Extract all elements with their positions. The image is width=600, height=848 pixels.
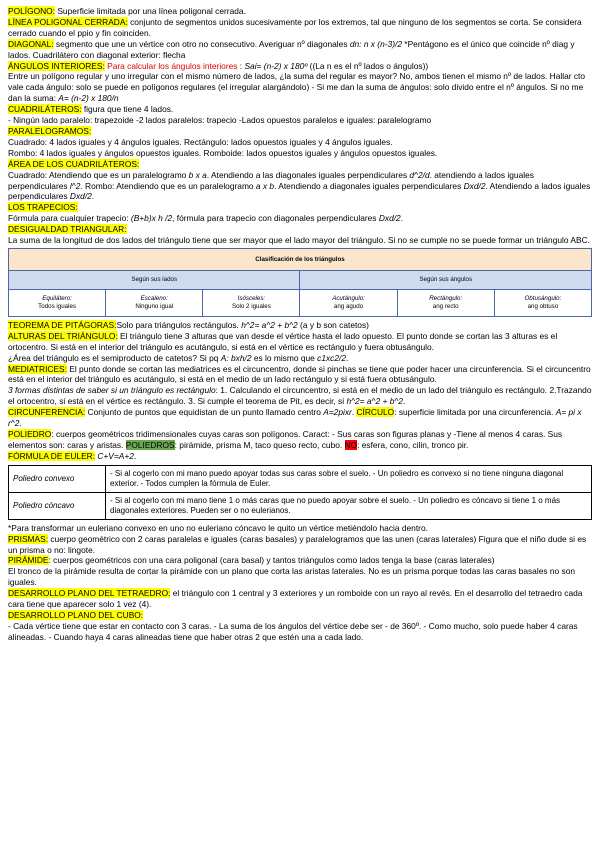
paragraph-cuadrado-rectangulo: Cuadrado: 4 lados iguales y 4 ángulos iguales. Rectángulo: lados opuestos iguales y 4 ángulos iguales. xyxy=(8,136,393,147)
paragraph-desigualdad-heading xyxy=(8,224,592,235)
paragraph-tronco: El tronco de la pirámide resulta de cortar la pirámide con un plano que corta las aristas laterales. No es un prisma porque todas las caras basales no son iguales. xyxy=(8,566,576,588)
paragraph-piramide: PIRÁMIDE: cuerpos geométricos con una cara poligonal (cara basal) y tantos triángulos como lados tenga la base (caras laterales) xyxy=(8,555,495,566)
term-alturas: ALTURAS DEL TRIÁNGULO: xyxy=(8,330,118,341)
table-row xyxy=(9,465,592,492)
table-cell: Isósceles: Solo 2 iguales xyxy=(203,289,300,316)
term-area-cuadrilateros: ÁREA DE LOS CUADRILÁTEROS: xyxy=(8,158,140,169)
term-cuadrilateros: CUADRILÁTEROS: xyxy=(8,104,82,115)
paragraph-regular-irregular: Entre un polígono regular y uno irregular con el mismo número de lados, ¿la suma del regular es mayor? No, ambos tienen el mismo nº de lados. Hallar cto vale cada ángulo: solo se puede en polígonos regulares (el irregular alargándolo) - Si me dan la suma de ángulos: solo divido entre el nº ángulos. Si no me dan la suma: A= (n-2) x 180/n xyxy=(8,71,586,104)
paragraph-formas-rectangulo: 3 formas distintas de saber si un triángulo es rectángulo: 1. Calculando el circuncentro, si está en el medio de un lado del triángulo es rectángulo. 2.Trazando el ortocentro, si está en el vértice es rectángulo. 3. Si cumple el teorema de Pit, es decir, si h^2= a^2 + b^2. xyxy=(8,385,592,407)
term-poligono: POLÍGONO: xyxy=(8,6,56,16)
table-row xyxy=(9,492,592,519)
paragraph-poligono: POLÍGONO: Superficie limitada por una línea poligonal cerrada. xyxy=(8,6,246,16)
paragraph-euler: FÓRMULA DE EULER: C+V=A+2. xyxy=(8,450,137,461)
term-mediatrices: MEDIATRICES: xyxy=(8,363,67,374)
term-tetraedro: DESARROLLO PLANO DEL TETRAEDRO: xyxy=(8,588,171,599)
triangle-classification-table xyxy=(8,248,592,317)
paragraph-prismas: PRISMAS: cuerpo geométrico con 2 caras paralelas e iguales (caras basales) y paralelogramos que las unen (caras laterales) Figura que el niño dude si es un prisma o no: lingote. xyxy=(8,533,587,555)
paragraph-trapecios: Fórmula para cualquier trapecio: (B+b)x h /2, fórmula para trapecio con diagonales perpendiculares Dxd/2. xyxy=(8,213,404,224)
paragraph-poliedro: POLIEDRO: cuerpos geométricos tridimensionales cuyas caras son polígonos. Caract: - Sus caras son figuras planas y -Tiene al menos 4 caras. Sus elementos son: caras y aristas. POLIEDROS: pirámide, prisma M, taco queso recto, cubo. NO: esfera, cono, cilin, tronco pir. xyxy=(8,429,563,450)
term-piramide: PIRÁMIDE xyxy=(8,555,49,566)
row-heading: Poliedro convexo xyxy=(9,465,106,492)
table-cell: Equilátero: Todos iguales xyxy=(9,289,106,316)
paragraph-tetraedro: DESARROLLO PLANO DEL TETRAEDRO: el triángulo con 1 central y 3 exteriores y un romboide con un rayo al revés. En el desarrollo del tetraedro cada cara tiene que aparecer solo 1 vez (4). xyxy=(8,588,583,610)
term-prismas: PRISMAS: xyxy=(8,533,49,544)
table-cell: Escaleno: Ninguno igual xyxy=(106,289,203,316)
table-group-angles: Según sus ángulos xyxy=(300,270,592,289)
term-paralelogramos: PARALELOGRAMOS: xyxy=(8,125,92,136)
term-poliedros: POLIEDROS xyxy=(125,439,175,450)
term-no: NO xyxy=(344,439,358,450)
table-cell: Rectángulo: ang recto xyxy=(397,289,494,316)
paragraph-cubo-heading xyxy=(8,610,592,621)
paragraph-circunferencia: CIRCUNFERENCIA: Conjunto de puntos que equidistan de un punto llamado centro A=2pixr. CÍRCULO: superficie limitada por una circunferencia. A= pi x r^2. xyxy=(8,407,582,429)
table-group-sides: Según sus lados xyxy=(9,270,300,289)
formula-diagonales: dn: n x (n-3)/2 xyxy=(349,38,402,49)
paragraph-linea-poligonal: LÍNEA POLIGONAL CERRADA: conjunto de segmentos unidos sucesivamente por los extremos, tal que ninguno de los segmentos se corta. Se considera cerrado cuando el ppio y fin coinciden. xyxy=(8,16,582,38)
term-pitagoras: TEOREMA DE PITÁGORAS: xyxy=(8,319,117,330)
paragraph-trapecios-heading xyxy=(8,202,592,213)
term-desigualdad-triangular: DESIGUALDAD TRIANGULAR: xyxy=(8,224,127,235)
paragraph-pitagoras: TEOREMA DE PITÁGORAS:Solo para triángulos rectángulos. h^2= a^2 + b^2 (a y b son catetos) xyxy=(8,319,369,330)
polyhedra-table xyxy=(8,465,592,520)
term-cubo: DESARROLLO PLANO DEL CUBO: xyxy=(8,609,144,620)
paragraph-angulos-interiores: ÁNGULOS INTERIORES: Para calcular los ángulos interiores : Sai= (n-2) x 180º ((La n es el nº lados o ángulos)) xyxy=(8,60,429,71)
paragraph-rombo-romboide: Rombo: 4 lados iguales y ángulos opuestos iguales. Romboide: lados opuestos iguales y ángulos opuestos iguales. xyxy=(8,147,438,158)
term-diagonal: DIAGONAL: xyxy=(8,38,54,49)
formula-angulo: A= (n-2) x 180/n xyxy=(58,93,119,104)
paragraph-transformar: *Para transformar un euleriano convexo en uno no euleriano cóncavo le quito un vértice metiéndolo hacia dentro. xyxy=(8,522,428,533)
paragraph-paralelogramos-heading xyxy=(8,126,592,137)
term-trapecios: LOS TRAPECIOS: xyxy=(8,202,78,213)
paragraph-alturas: ALTURAS DEL TRIÁNGULO: El triángulo tiene 3 alturas que van desde el vértice hasta el lado opuesto. El punto donde se cortan las 3 alturas es el ortocentro. Si está en el interior del triángulo es acutángulo, si está en el vértice es rectángulo y fuera obtusángulo. xyxy=(8,330,558,352)
term-circulo: CÍRCULO xyxy=(356,407,395,418)
table-cell: Acutángulo: ang agudo xyxy=(300,289,397,316)
term-circunferencia: CIRCUNFERENCIA: xyxy=(8,407,86,418)
paragraph-cubo: - Cada vértice tiene que estar en contacto con 3 caras. - La suma de los ángulos del vértice debe ser - de 360º. - Como mucho, solo puede haber 4 caras alineadas. - Cuando haya 4 caras alineadas tiene que haber otras 2 que estén una a cada lado. xyxy=(8,620,578,642)
term-poliedro: POLIEDRO xyxy=(8,429,52,439)
term-angulos-interiores: ÁNGULOS INTERIORES: xyxy=(8,60,105,71)
formula-suma-angulos: Sai= (n-2) x 180º xyxy=(244,60,308,71)
term-euler: FÓRMULA DE EULER: xyxy=(8,450,96,461)
row-description: - Si al cogerlo con mi mano tiene 1 o más caras que no puedo apoyar sobre el suelo. - Un poliedro es cóncavo si tiene 1 o más diagonales exteriores. Pueden ser o no eulerianos. xyxy=(106,492,592,519)
row-description: - Si al cogerlo con mi mano puedo apoyar todas sus caras sobre el suelo. - Un poliedro es convexo si no tiene ninguna diagonal exterior. - Todos cumplen la fórmula de Euler. xyxy=(106,465,592,492)
term-linea-poligonal: LÍNEA POLIGONAL CERRADA: xyxy=(8,16,128,27)
row-heading: Poliedro cóncavo xyxy=(9,492,106,519)
paragraph-cuadrilateros: CUADRILÁTEROS: figura que tiene 4 lados. xyxy=(8,104,174,115)
paragraph-lados-paralelos: - Ningún lado paralelo: trapezoide -2 lados paralelos: trapecio -Lados opuestos paralelos e iguales: paralelogramo xyxy=(8,115,432,126)
paragraph-desigualdad: La suma de la longitud de dos lados del triángulo tiene que ser mayor que el lado mayor del triángulo. Si no se cumple no se puede formar un triángulo ABC. xyxy=(8,235,590,246)
table-cell: Obtusángulo: ang obtuso xyxy=(494,289,591,316)
paragraph-diagonal: DIAGONAL: segmento que une un vértice con otro no consecutivo. Averiguar nº diagonales dn: n x (n-3)/2 *Pentágono es el único que coincide nº diag y lados. Cuadrilátero con diagonal exterior: flecha xyxy=(8,38,575,60)
paragraph-area-triangulo: ¿Área del triángulo es el semiproducto de catetos? Si pq A: bxh/2 es lo mismo que c1xc2/2. xyxy=(8,352,349,363)
table-title: Clasificación de los triángulos xyxy=(9,248,592,270)
paragraph-area-cuadrilateros: Cuadrado: Atendiendo que es un paralelogramo b x a. Atendiendo a las diagonales iguales perpendiculares d^2/d. atendiendo a lados iguales perpendiculares l^2. Rombo: Atendiendo que es un paralelogramo a x b. Atendiendo a diagonales iguales perpendiculares Dxd/2. Atendiendo a lados iguales perpendiculares Dxd/2. xyxy=(8,169,591,202)
paragraph-mediatrices: MEDIATRICES: El punto donde se cortan las mediatrices es el circuncentro, donde si pinchas se tiene que poder hacer una circunferencia. Si el circuncentro está en el interior del triángulo es acutángulo, si está en el medio de un lado rectángulo y si está fuera obtusángulo. xyxy=(8,363,591,385)
paragraph-area-heading xyxy=(8,159,592,170)
